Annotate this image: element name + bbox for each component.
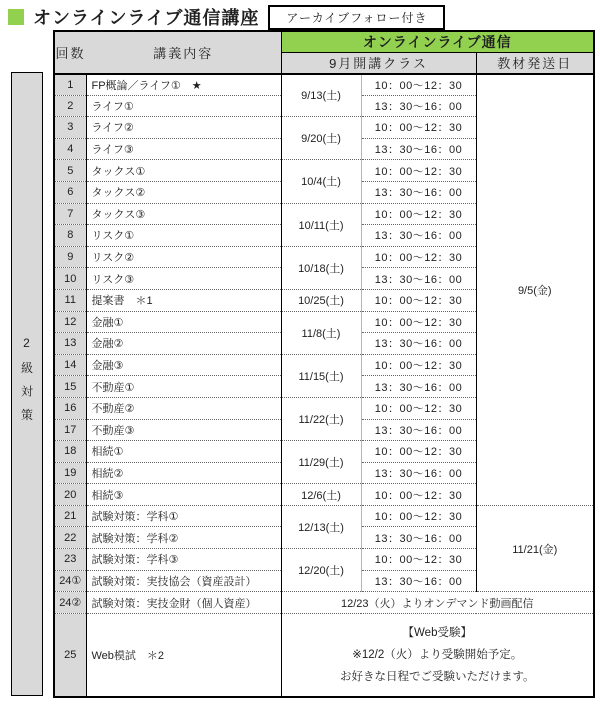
date-cell: 12/20(土) <box>281 549 361 592</box>
time-cell: 13：30～16：00 <box>361 462 476 484</box>
lecture-cell: 相続② <box>86 462 281 484</box>
header-content: 講義内容 <box>86 31 281 74</box>
session-cell: 1 <box>54 74 86 96</box>
date-cell: 11/22(土) <box>281 397 361 440</box>
session-cell: 12 <box>54 311 86 333</box>
date-cell: 11/29(土) <box>281 441 361 484</box>
time-cell: 13：30～16：00 <box>361 527 476 549</box>
lecture-cell: リスク① <box>86 225 281 247</box>
lecture-cell: ライフ② <box>86 117 281 139</box>
session-cell: 18 <box>54 441 86 463</box>
session-cell: 21 <box>54 505 86 527</box>
archive-follow-badge: アーカイブフォロー付き <box>268 5 445 30</box>
lecture-cell: タックス③ <box>86 203 281 225</box>
time-cell: 13：30～16：00 <box>361 268 476 290</box>
lecture-cell: 試験対策：学科③ <box>86 549 281 571</box>
session-cell: 24① <box>54 570 86 592</box>
session-cell: 3 <box>54 117 86 139</box>
lecture-cell: 不動産② <box>86 397 281 419</box>
session-cell: 4 <box>54 138 86 160</box>
session-cell: 19 <box>54 462 86 484</box>
date-cell: 9/13(土) <box>281 74 361 117</box>
lecture-cell: 金融③ <box>86 354 281 376</box>
web-exam-note-cell: 【Web受験】 ※12/2（火）より受験開始予定。 お好きな日程でご受験いただけます。 <box>281 613 594 697</box>
session-cell: 7 <box>54 203 86 225</box>
lecture-cell: 試験対策：学科② <box>86 527 281 549</box>
session-cell: 25 <box>54 613 86 697</box>
session-cell: 17 <box>54 419 86 441</box>
lecture-cell: 不動産③ <box>86 419 281 441</box>
header-shipping-date: 教材発送日 <box>476 53 594 74</box>
date-cell: 10/25(土) <box>281 289 361 311</box>
schedule-body <box>54 74 594 698</box>
lecture-cell: 提案書 ＊1 <box>86 289 281 311</box>
time-cell: 10：00～12：30 <box>361 549 476 571</box>
lecture-cell: 試験対策：実技協会（資産設計） <box>86 570 281 592</box>
lecture-cell: 相続① <box>86 441 281 463</box>
lecture-cell: ライフ① <box>86 95 281 117</box>
time-cell: 10：00～12：30 <box>361 246 476 268</box>
session-cell: 24② <box>54 592 86 614</box>
session-cell: 2 <box>54 95 86 117</box>
time-cell: 10：00～12：30 <box>361 117 476 139</box>
lecture-cell: リスク③ <box>86 268 281 290</box>
session-cell: 9 <box>54 246 86 268</box>
lecture-cell: 金融② <box>86 333 281 355</box>
title-bar <box>8 4 445 30</box>
date-cell: 9/20(土) <box>281 117 361 160</box>
lecture-cell: FP概論／ライフ① ★ <box>86 74 281 96</box>
time-cell: 13：30～16：00 <box>361 95 476 117</box>
time-cell: 10：00～12：30 <box>361 311 476 333</box>
lecture-cell: 試験対策：学科① <box>86 505 281 527</box>
table-row <box>54 613 594 697</box>
time-cell: 10：00～12：30 <box>361 203 476 225</box>
session-cell: 8 <box>54 225 86 247</box>
shipping-date-cell: 11/21(金) <box>476 505 594 591</box>
time-cell: 10：00～12：30 <box>361 484 476 506</box>
session-cell: 23 <box>54 549 86 571</box>
green-square-icon <box>8 9 24 25</box>
time-cell: 13：30～16：00 <box>361 181 476 203</box>
date-cell: 11/8(土) <box>281 311 361 354</box>
session-cell: 14 <box>54 354 86 376</box>
session-cell: 11 <box>54 289 86 311</box>
date-cell: 10/11(土) <box>281 203 361 246</box>
time-cell: 13：30～16：00 <box>361 333 476 355</box>
lecture-cell: 金融① <box>86 311 281 333</box>
time-cell: 10：00～12：30 <box>361 74 476 96</box>
table-row <box>54 592 594 614</box>
session-cell: 5 <box>54 160 86 182</box>
time-cell: 10：00～12：30 <box>361 354 476 376</box>
ondemand-note-cell: 12/23（火）よりオンデマンド動画配信 <box>281 592 594 614</box>
date-cell: 11/15(土) <box>281 354 361 397</box>
schedule-table <box>53 30 595 698</box>
date-cell: 12/13(土) <box>281 505 361 548</box>
time-cell: 10：00～12：30 <box>361 160 476 182</box>
header-online-live: オンラインライブ通信 <box>281 31 594 53</box>
session-cell: 13 <box>54 333 86 355</box>
lecture-cell: タックス② <box>86 181 281 203</box>
date-cell: 12/6(土) <box>281 484 361 506</box>
time-cell: 10：00～12：30 <box>361 289 476 311</box>
time-cell: 10：00～12：30 <box>361 397 476 419</box>
time-cell: 13：30～16：00 <box>361 138 476 160</box>
time-cell: 10：00～12：30 <box>361 441 476 463</box>
lecture-cell: 試験対策：実技金財（個人資産） <box>86 592 281 614</box>
time-cell: 13：30～16：00 <box>361 225 476 247</box>
time-cell: 13：30～16：00 <box>361 419 476 441</box>
shipping-date-cell: 9/5(金) <box>476 74 594 506</box>
schedule-header <box>54 31 594 74</box>
lecture-cell: リスク② <box>86 246 281 268</box>
table-row <box>54 74 594 96</box>
lecture-cell: Web模試 ＊2 <box>86 613 281 697</box>
session-cell: 16 <box>54 397 86 419</box>
header-session: 回数 <box>54 31 86 74</box>
session-cell: 10 <box>54 268 86 290</box>
page-title: オンラインライブ通信講座 <box>33 8 260 28</box>
lecture-cell: タックス① <box>86 160 281 182</box>
header-september-class: 9月開講クラス <box>281 53 476 74</box>
session-cell: 20 <box>54 484 86 506</box>
time-cell: 10：00～12：30 <box>361 505 476 527</box>
date-cell: 10/4(土) <box>281 160 361 203</box>
session-cell: 22 <box>54 527 86 549</box>
time-cell: 13：30～16：00 <box>361 570 476 592</box>
table-row <box>54 505 594 527</box>
date-cell: 10/18(土) <box>281 246 361 289</box>
session-cell: 15 <box>54 376 86 398</box>
lecture-cell: 相続③ <box>86 484 281 506</box>
level2-side-label: 2級対策 <box>11 72 43 696</box>
session-cell: 6 <box>54 181 86 203</box>
lecture-cell: ライフ③ <box>86 138 281 160</box>
lecture-cell: 不動産① <box>86 376 281 398</box>
time-cell: 13：30～16：00 <box>361 376 476 398</box>
